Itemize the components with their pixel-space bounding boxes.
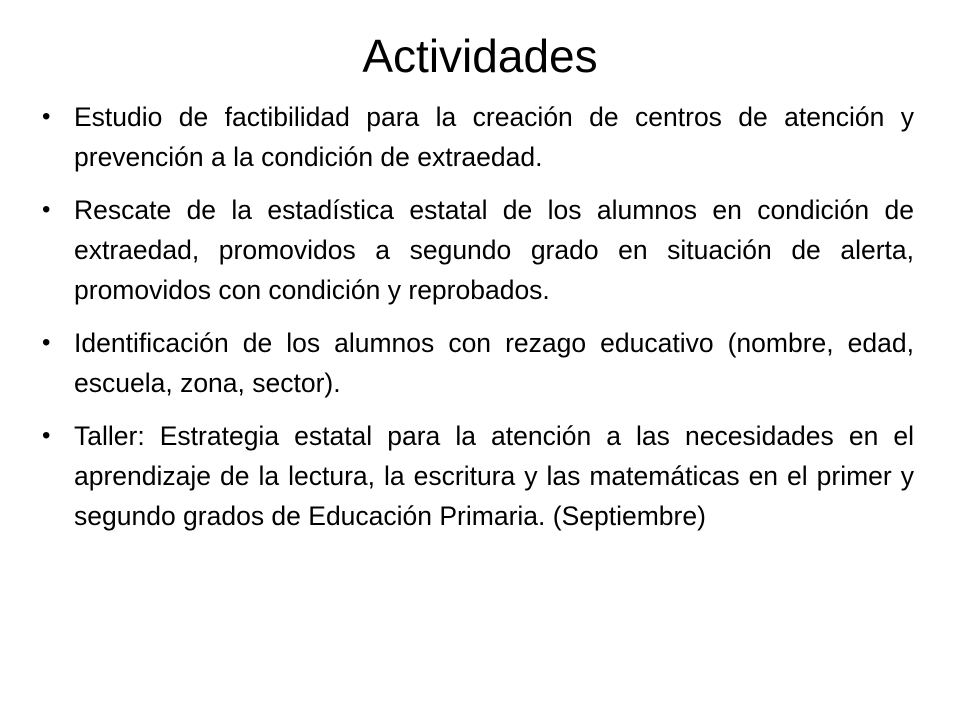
- bullet-icon: •: [42, 103, 51, 130]
- bullet-text: Estudio de factibilidad para la creación de centros de atención y prevención a la condición de extraedad.: [74, 102, 914, 172]
- bullet-icon: •: [42, 422, 51, 449]
- list-item: [42, 323, 914, 403]
- bullet-icon: •: [42, 196, 51, 223]
- list-item: [42, 190, 914, 310]
- bullet-text: Rescate de la estadística estatal de los alumnos en condición de extraedad, promovidos a segundo grado en situación de alerta, promovidos con condición y reprobados.: [74, 195, 914, 305]
- list-item: [42, 97, 914, 177]
- bullet-icon: •: [42, 329, 51, 356]
- bullet-list: [42, 97, 914, 549]
- list-item: [42, 416, 914, 536]
- bullet-text: Identificación de los alumnos con rezago educativo (nombre, edad, escuela, zona, sector).: [74, 328, 914, 398]
- bullet-text: Taller: Estrategia estatal para la atención a las necesidades en el aprendizaje de la lectura, la escritura y las matemáticas en el primer y segundo grados de Educación Primaria. (Septiembre): [74, 421, 914, 531]
- slide-title: Actividades: [362, 30, 598, 82]
